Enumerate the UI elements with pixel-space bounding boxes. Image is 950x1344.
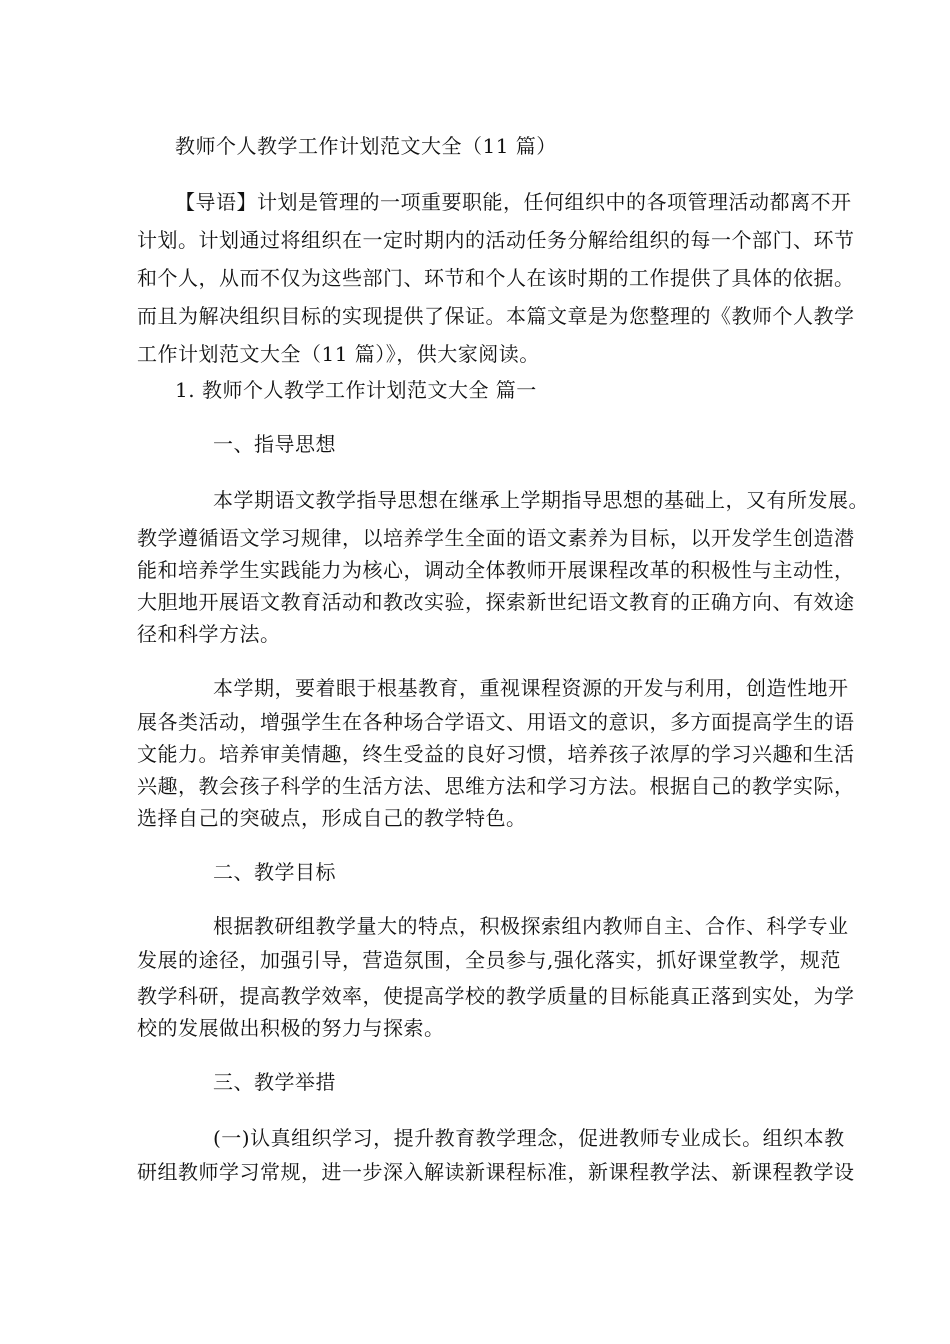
paragraph-line: 本学期，要着眼于根基教育，重视课程资源的开发与利用，创造性地开 [213, 676, 849, 700]
paragraph-line: 研组教师学习常规，进一步深入解读新课程标准，新课程教学法、新课程教学设 [137, 1160, 855, 1184]
paragraph-line: 大胆地开展语文教育活动和教改实验，探索新世纪语文教育的正确方向、有效途 [137, 590, 855, 614]
paragraph-line: 发展的途径，加强引导，营造氛围，全员参与,强化落实，抓好课堂教学，规范 [137, 948, 841, 972]
paragraph-line: 教学遵循语文学习规律，以培养学生全面的语文素养为目标，以开发学生创造潜 [137, 526, 855, 550]
paragraph-line: 展各类活动，增强学生在各种场合学语文、用语文的意识，多方面提高学生的语 [137, 710, 855, 734]
paragraph-line: 径和科学方法。 [137, 622, 281, 646]
intro-line: 计划。计划通过将组织在一定时期内的活动任务分解给组织的每一个部门、环节 [137, 228, 855, 252]
paragraph-line: (一)认真组织学习，提升教育教学理念，促进教师专业成长。组织本教 [213, 1126, 845, 1150]
document-title: 教师个人教学工作计划范文大全（11 篇） [175, 134, 557, 158]
subsection-heading: 三、教学举措 [213, 1070, 336, 1094]
section-heading: 1. 教师个人教学工作计划范文大全 篇一 [175, 378, 537, 402]
intro-line: 工作计划范文大全（11 篇）》，供大家阅读。 [137, 342, 540, 366]
paragraph-line: 教学科研，提高教学效率，使提高学校的教学质量的目标能真正落到实处，为学 [137, 984, 855, 1008]
intro-line: 和个人，从而不仅为这些部门、环节和个人在该时期的工作提供了具体的依据。 [137, 266, 855, 290]
intro-line: 【导语】计划是管理的一项重要职能，任何组织中的各项管理活动都离不开 [175, 190, 852, 214]
paragraph-line: 文能力。培养审美情趣，终生受益的良好习惯，培养孩子浓厚的学习兴趣和生活 [137, 742, 855, 766]
subsection-heading: 一、指导思想 [213, 432, 336, 456]
subsection-heading: 二、教学目标 [213, 860, 336, 884]
paragraph-line: 根据教研组教学量大的特点，积极探索组内教师自主、合作、科学专业 [213, 914, 849, 938]
paragraph-line: 校的发展做出积极的努力与探索。 [137, 1016, 445, 1040]
paragraph-line: 本学期语文教学指导思想在继承上学期指导思想的基础上，又有所发展。 [213, 488, 869, 512]
intro-line: 而且为解决组织目标的实现提供了保证。本篇文章是为您整理的《教师个人教学 [137, 304, 855, 328]
paragraph-line: 能和培养学生实践能力为核心，调动全体教师开展课程改革的积极性与主动性， [137, 558, 855, 582]
paragraph-line: 兴趣，教会孩子科学的生活方法、思维方法和学习方法。根据自己的教学实际， [137, 774, 855, 798]
paragraph-line: 选择自己的突破点，形成自己的教学特色。 [137, 806, 527, 830]
